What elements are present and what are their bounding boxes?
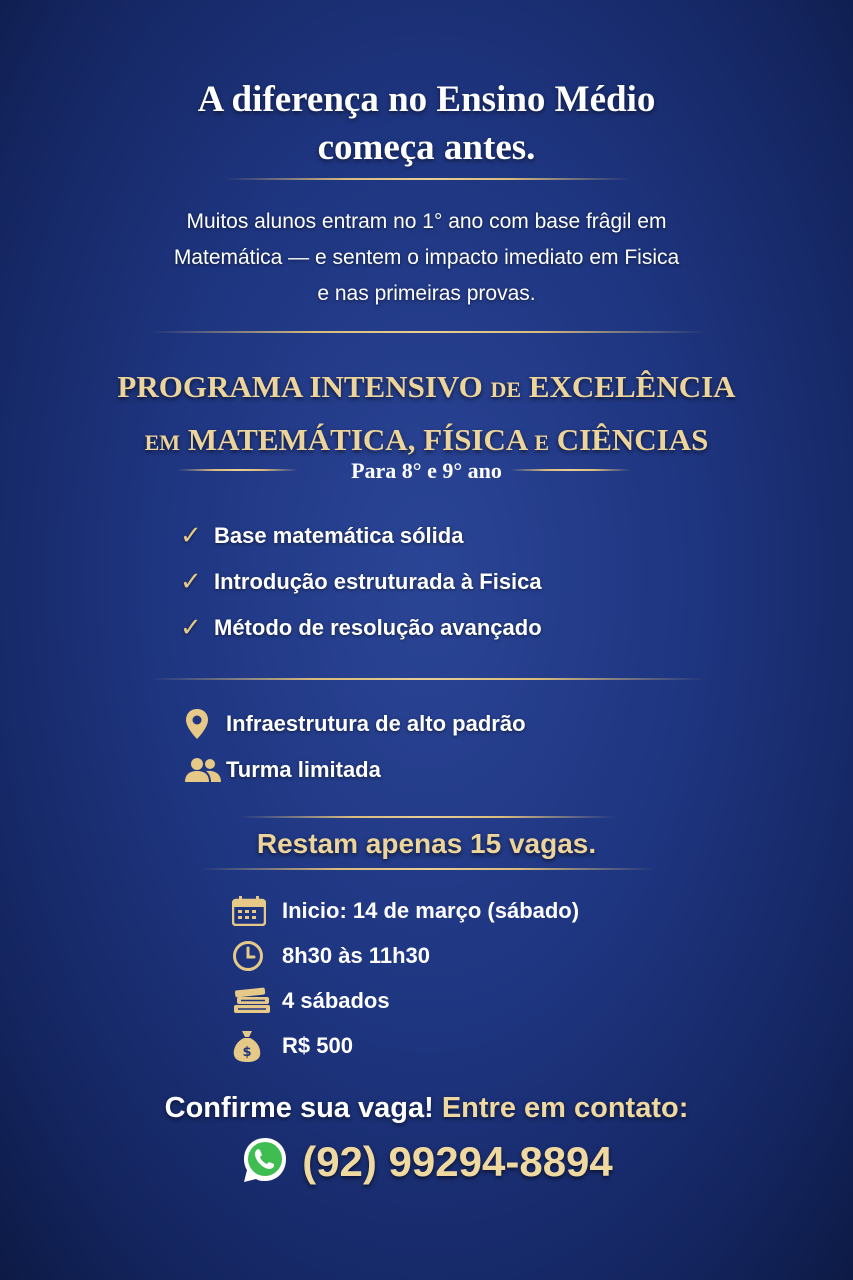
intro-line-2: Matemática — e sentem o impacto imediato em Fisica	[173, 246, 680, 269]
benefit-item	[180, 559, 542, 605]
feature-item	[184, 701, 526, 747]
benefit-label: Introdução estruturada à Fisica	[214, 569, 542, 594]
benefits-list	[180, 513, 542, 651]
detail-label: 8h30 às 11h30	[282, 942, 431, 968]
checkmark-icon: ✓	[180, 521, 202, 551]
program-title-line-1	[0, 362, 853, 415]
benefit-item	[180, 605, 542, 651]
feature-label: Turma limitada	[226, 757, 381, 782]
details-list	[232, 888, 579, 1068]
checkmark-icon: ✓	[180, 567, 202, 597]
divider	[150, 678, 705, 680]
intro-text	[0, 204, 853, 312]
detail-item	[232, 933, 579, 978]
intro-line-1: Muitos alunos entram no 1° ano com base frâgil em	[186, 210, 667, 233]
detail-label: R$ 500	[282, 1032, 353, 1058]
checkmark-icon: ✓	[180, 613, 202, 643]
calendar-icon	[232, 896, 282, 926]
money-bag-icon	[232, 1029, 282, 1063]
program-title-part: EXCELÊNCIA	[528, 369, 736, 404]
program-title	[0, 362, 853, 468]
location-pin-icon	[184, 708, 226, 740]
headline-line-2: começa antes.	[317, 127, 536, 168]
clock-icon	[232, 940, 282, 972]
program-title-part: PROGRAMA INTENSIVO	[117, 369, 483, 404]
detail-label: 4 sábados	[282, 987, 390, 1013]
detail-label: Inicio: 14 de março (sábado)	[282, 897, 580, 923]
program-title-part: E	[534, 430, 549, 455]
program-title-part: EM	[144, 430, 181, 455]
detail-item	[232, 978, 579, 1023]
features-list	[184, 701, 526, 793]
program-title-part: CIÊNCIAS	[556, 422, 709, 457]
divider	[510, 469, 630, 471]
books-icon	[232, 987, 282, 1015]
svg-text:$: $	[242, 1044, 252, 1060]
intro-line-3: e nas primeiras provas.	[317, 282, 536, 305]
detail-item	[232, 888, 579, 933]
availability-label: Restam apenas 15 vagas.	[256, 828, 597, 859]
headline-line-1: A diferença no Ensino Médio	[197, 79, 656, 120]
detail-item	[232, 1023, 579, 1068]
program-title-part: DE	[490, 377, 522, 402]
benefit-label: Método de resolução avançado	[214, 615, 542, 640]
benefit-item	[180, 513, 542, 559]
divider	[240, 816, 615, 818]
phone-row	[0, 1132, 853, 1192]
divider	[225, 178, 630, 180]
feature-item	[184, 747, 526, 793]
divider	[200, 868, 655, 870]
program-title-part: MATEMÁTICA, FÍSICA	[187, 422, 527, 457]
divider	[150, 331, 705, 333]
whatsapp-icon[interactable]	[240, 1135, 290, 1190]
grades-row	[0, 454, 853, 488]
confirm-text: Confirme sua vaga!	[164, 1092, 434, 1124]
contact-prompt	[0, 1085, 853, 1131]
phone-number[interactable]: (92) 99294-8894	[302, 1138, 613, 1185]
headline	[0, 76, 853, 172]
group-icon	[184, 757, 226, 783]
feature-label: Infraestrutura de alto padrão	[226, 711, 526, 736]
benefit-label: Base matemática sólida	[214, 523, 464, 548]
grades-label: Para 8° e 9° ano	[351, 458, 502, 483]
reach-text: Entre em contato:	[441, 1092, 689, 1124]
